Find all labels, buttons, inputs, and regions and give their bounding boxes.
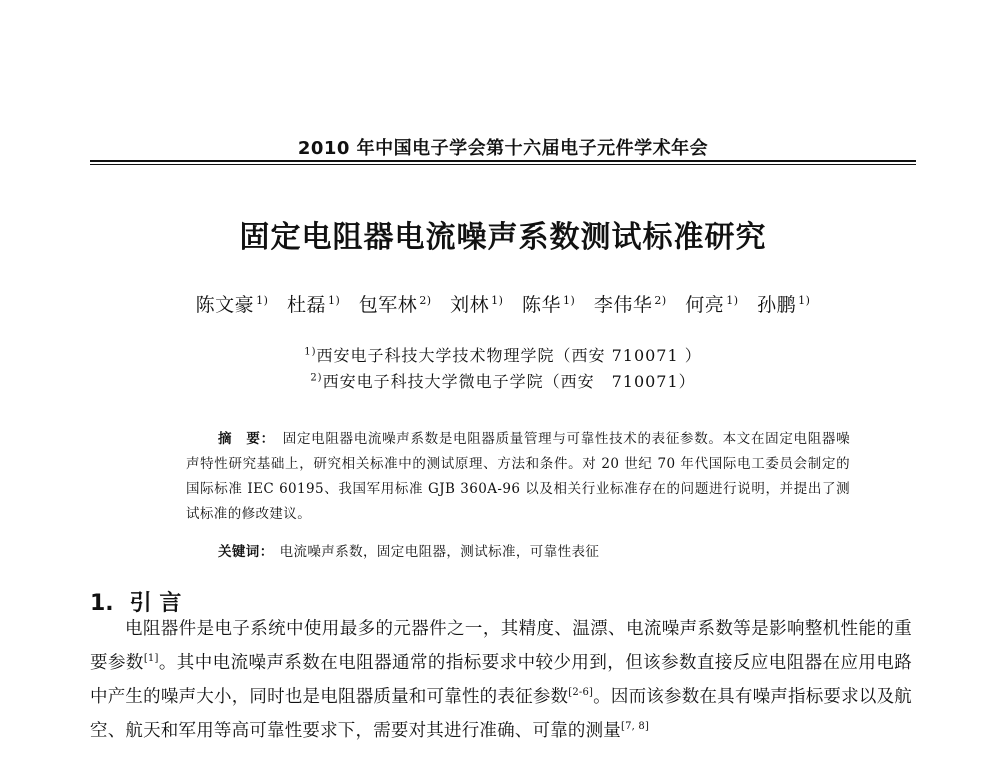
citation: [7, 8] xyxy=(621,720,650,732)
keywords-text: 电流噪声系数，固定电阻器，测试标准，可靠性表征 xyxy=(279,544,600,560)
keywords-label: 关键词： xyxy=(218,544,274,560)
author: 陈文豪 $^{1)}$ xyxy=(195,293,269,316)
keywords xyxy=(218,540,858,560)
section-title: 引 言 xyxy=(129,591,182,616)
section-heading xyxy=(90,586,181,617)
paper-title: 固定电阻器电流噪声系数测试标准研究 xyxy=(239,220,767,255)
author: 陈华 $^{1)}$ xyxy=(522,293,576,316)
affiliation-2: $^{2)}$西安电子科技大学微电子学院（西安 710071） xyxy=(310,372,696,391)
section-number: 1. xyxy=(90,591,114,616)
header-rule xyxy=(90,160,916,162)
abstract-text: 固定电阻器电流噪声系数是电阻器质量管理与可靠性技术的表征参数。本文在固定电阻器噪声特性研究基础上，研究相关标准中的测试原理、方法和条件。对 20 世纪 70 年代国际电工委员会制定的国际标准 IEC 60195、我国军用标准 GJB 360A-96 以及相关行业标准存在的问题进行说明，并提出了测试标准的修改建议。 xyxy=(186,431,851,522)
author: 刘林 $^{1)}$ xyxy=(450,293,504,316)
author: 何亮 $^{1)}$ xyxy=(685,293,739,316)
author: 杜磊 $^{1)}$ xyxy=(286,293,341,316)
paragraph: 电阻器件是电子系统中使用最多的元器件之一，其精度、温漂、电流噪声系数等是影响整机性能的重要参数[1]。其中电流噪声系数在电阻器通常的指标要求中较少用到，但该参数直接反应电阻器在应用电路中产生的噪声大小，同时也是电阻器质量和可靠性的表征参数[2-6]。因而该参数在具有噪声指标要求以及航空、航天和军用等高可靠性要求下，需要对其进行准确、可靠的测量[7, 8] xyxy=(90,619,912,741)
abstract-label: 摘 要： xyxy=(218,431,275,447)
affiliation-1: $^{1)}$西安电子科技大学技术物理学院（西安 710071 ） xyxy=(304,346,702,365)
conference-header: 2010 年中国电子学会第十六届电子元件学术年会 xyxy=(297,138,709,159)
author-list xyxy=(90,290,916,317)
abstract xyxy=(186,427,850,527)
citation: [1] xyxy=(143,653,159,664)
citation: [2-6] xyxy=(568,686,594,698)
author: 包军林 $^{2)}$ xyxy=(358,293,432,316)
author: 李伟华 $^{2)}$ xyxy=(593,293,667,316)
body-text xyxy=(90,615,912,745)
author: 孙鹏 $^{1)}$ xyxy=(757,293,811,316)
header-rule-thin xyxy=(90,164,916,165)
